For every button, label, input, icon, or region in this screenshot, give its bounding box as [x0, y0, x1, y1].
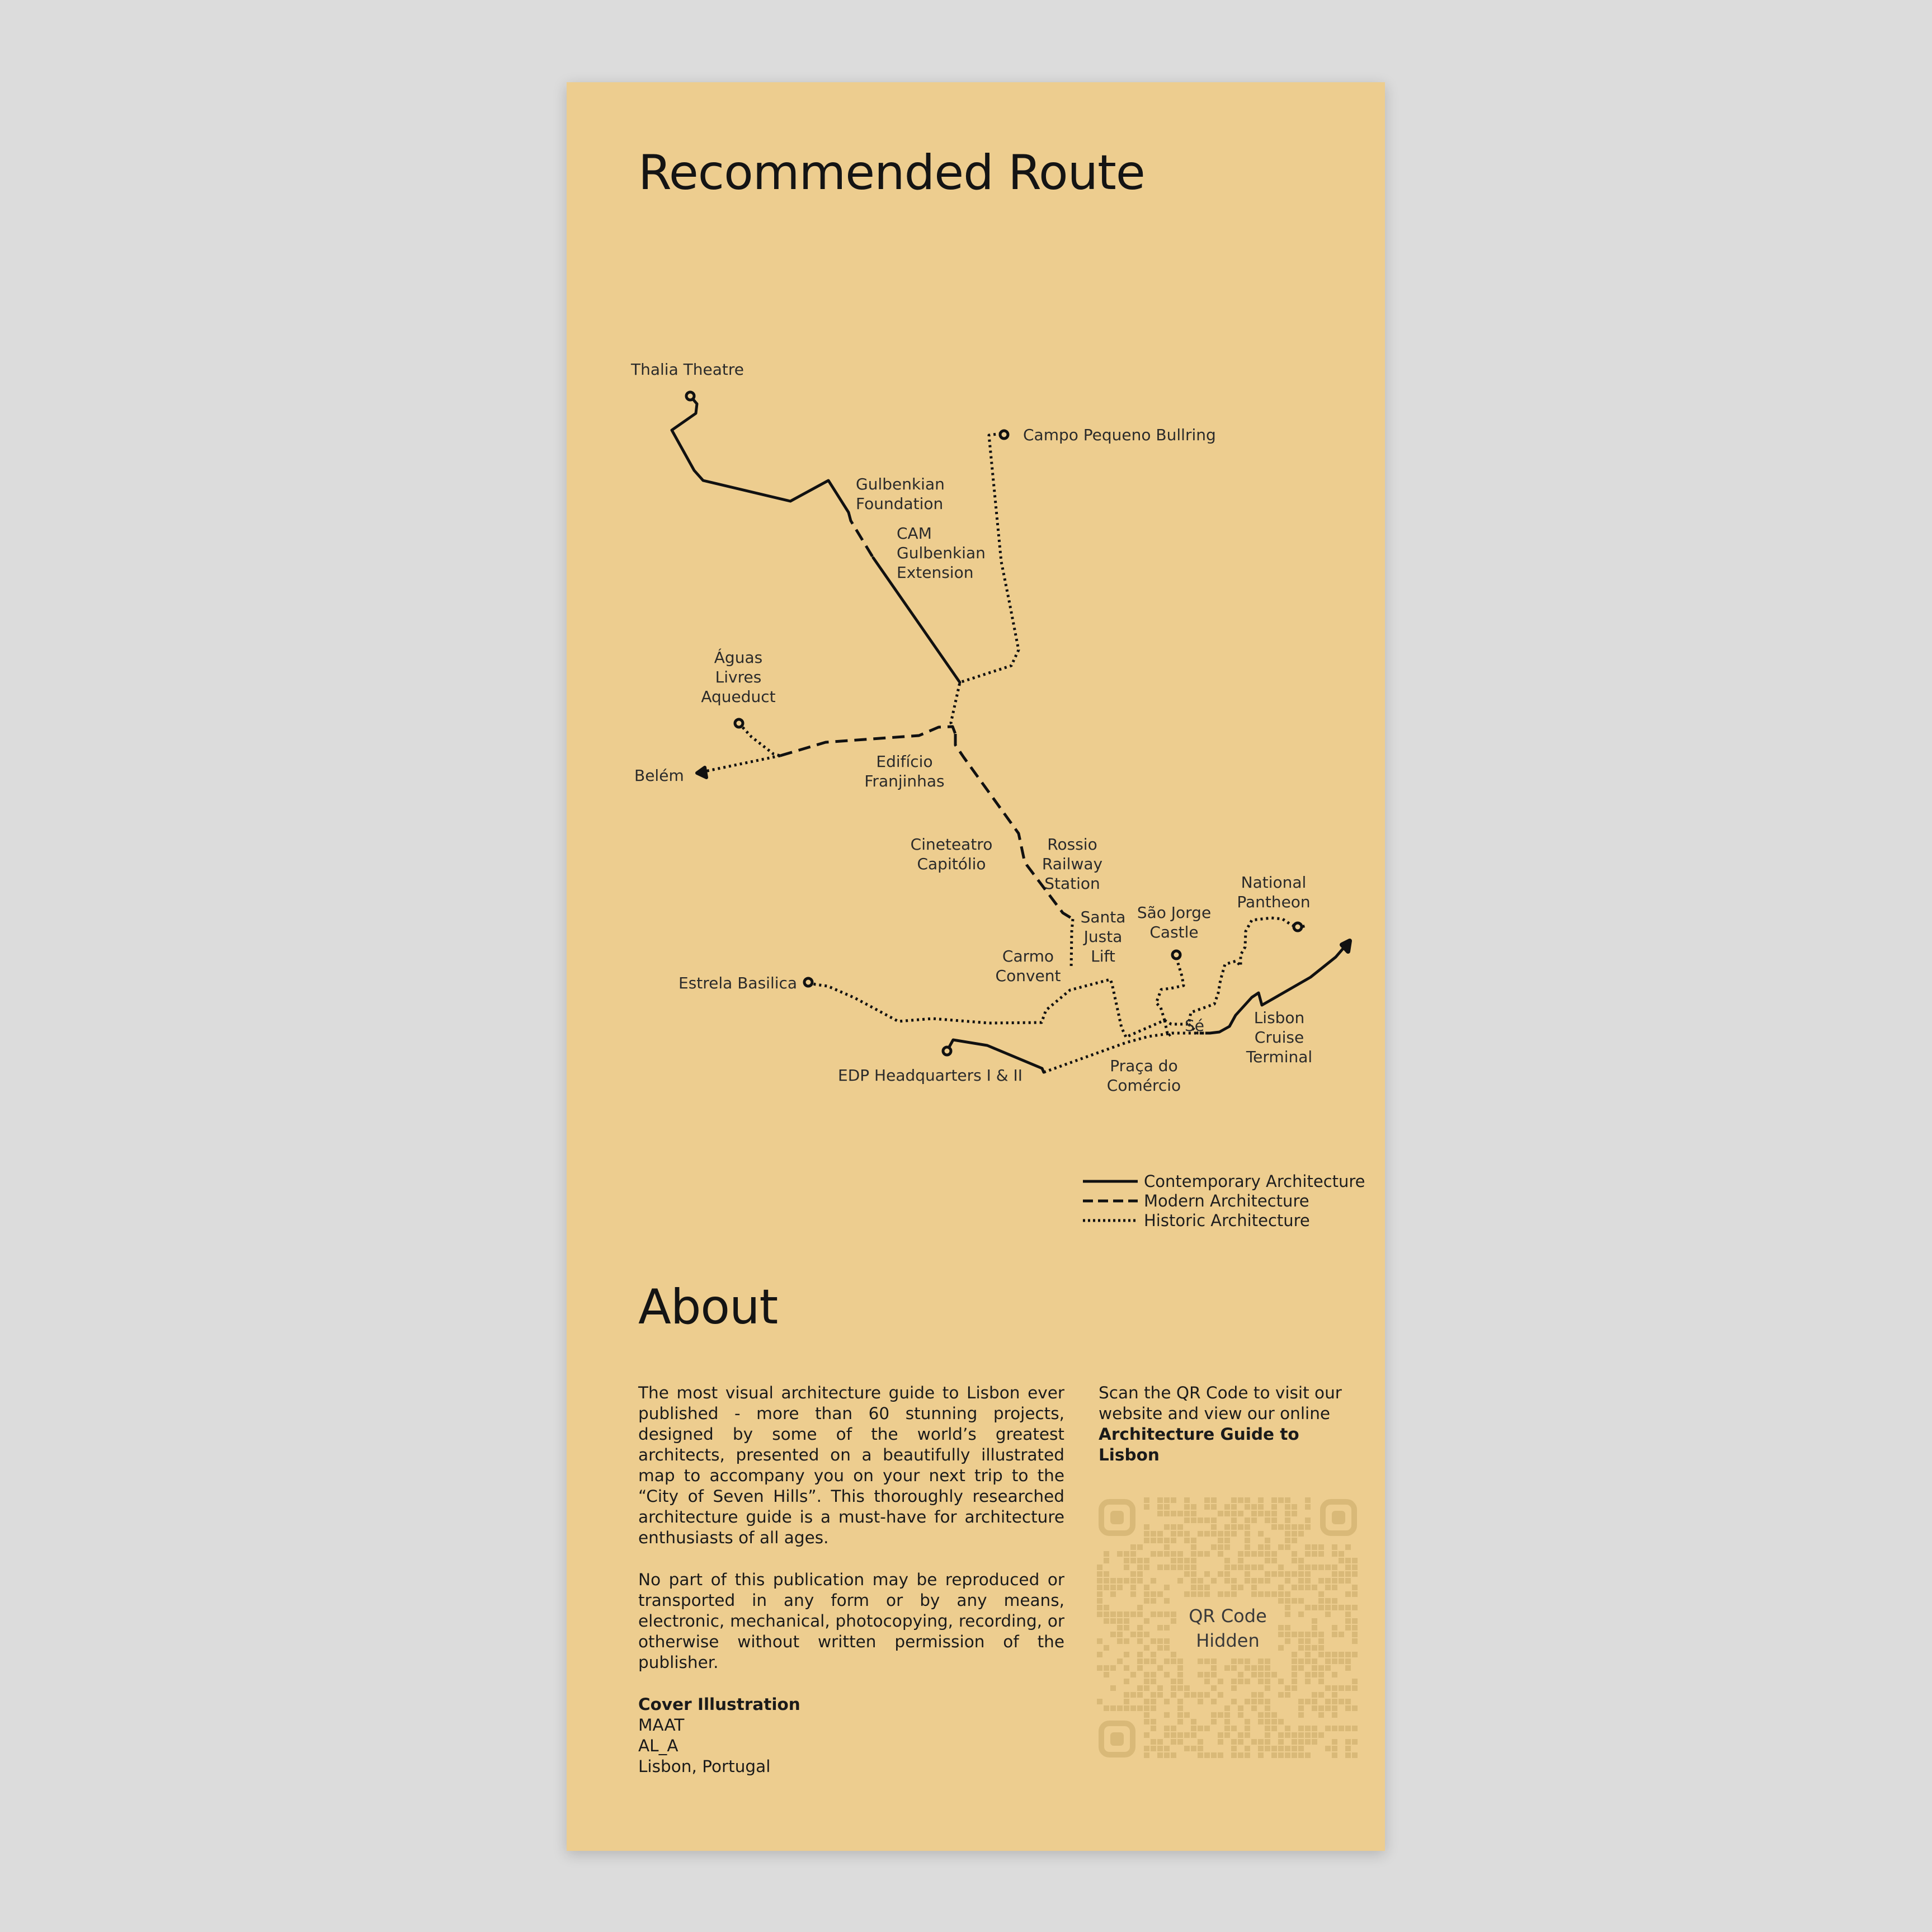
credits-line: Lisbon, Portugal	[638, 1757, 771, 1776]
about-description: The most visual architecture guide to Lisbon ever published - more than 60 stunning projects, designed by some of the world’s greatest architects, presented on a beautifully illustrated map to accompany you on your next trip to the “City of Seven Hills”. This thoroughly researched architecture guide is a must-have for architecture enthusiasts of all ages.	[638, 1383, 1064, 1547]
label-cruise-2: Cruise	[1254, 1028, 1304, 1047]
label-praca: Praça do	[1110, 1057, 1178, 1075]
credits-line: AL_A	[638, 1736, 678, 1755]
label-thalia: Thalia Theatre	[631, 360, 744, 379]
label-franjinhas-2: Franjinhas	[864, 772, 945, 790]
thalia-marker	[686, 392, 694, 400]
pantheon-marker	[1294, 923, 1302, 931]
legend-modern: Modern Architecture	[1144, 1191, 1309, 1210]
label-carmo-2: Convent	[995, 967, 1061, 985]
route-estrela-carmo	[808, 979, 1126, 1037]
label-carmo: Carmo	[1002, 947, 1054, 965]
qr-code[interactable]	[1097, 1497, 1359, 1759]
route-aqueduct	[739, 723, 780, 756]
label-santa-justa: Santa	[1080, 908, 1126, 926]
label-gulbenkian-2: Foundation	[856, 494, 944, 513]
campo-pequeno-marker	[1000, 431, 1008, 439]
route-title: Recommended Route	[638, 145, 1145, 201]
aqueduct-marker	[735, 719, 743, 727]
credits-heading: Cover Illustration	[638, 1695, 800, 1714]
label-praca-2: Comércio	[1106, 1076, 1181, 1095]
label-cam-3: Extension	[897, 563, 974, 582]
label-cruise: Lisbon	[1254, 1009, 1305, 1027]
label-santa-justa-2: Justa	[1083, 927, 1123, 946]
legend-historic: Historic Architecture	[1144, 1211, 1310, 1230]
label-estrela: Estrela Basilica	[678, 974, 798, 992]
label-capitolio: Cineteatro	[910, 835, 993, 854]
legend-contemporary: Contemporary Architecture	[1144, 1172, 1365, 1191]
label-cam: CAM	[897, 524, 932, 543]
label-national: National	[1241, 873, 1307, 892]
label-capitolio-2: Capitólio	[917, 855, 986, 873]
label-aguas-3: Aqueduct	[701, 687, 776, 706]
label-santa-justa-3: Lift	[1091, 947, 1115, 965]
label-edp: EDP Headquarters I & II	[838, 1066, 1023, 1085]
label-cruise-3: Terminal	[1246, 1048, 1313, 1066]
label-castle-2: Castle	[1149, 923, 1199, 941]
qr-intro-text: Scan the QR Code to visit our website and view our online	[1099, 1383, 1342, 1423]
label-aguas-2: Livres	[715, 668, 762, 686]
label-rossio: Rossio	[1047, 835, 1097, 854]
route-aqueduct-franjinhas	[780, 727, 955, 756]
qr-instructions	[1099, 1383, 1361, 1466]
label-aguas: Águas	[714, 648, 763, 667]
label-rossio-2: Railway	[1042, 855, 1103, 873]
label-castle: São Jorge	[1137, 903, 1212, 922]
label-national-2: Pantheon	[1237, 893, 1311, 911]
qr-label-line: Hidden	[1196, 1630, 1260, 1651]
route-rossio-carmo	[1071, 919, 1073, 969]
copyright-notice: No part of this publication may be reproduced or transported in any form or by any means, electronic, mechanical, photocopying, recording, or otherwise without written permission of the publisher.	[638, 1570, 1064, 1672]
route-to-belem	[697, 756, 780, 773]
qr-label-line: QR Code	[1189, 1605, 1267, 1627]
label-franjinhas: Edifício	[876, 752, 933, 771]
route-gulbenkian-cam	[849, 512, 873, 558]
route-card	[567, 82, 1385, 1851]
estrela-marker	[804, 978, 812, 986]
label-gulbenkian: Gulbenkian	[856, 475, 945, 493]
label-campo-pequeno: Campo Pequeno Bullring	[1023, 426, 1216, 444]
belem-arrow	[697, 767, 706, 777]
label-rossio-3: Station	[1044, 874, 1100, 893]
edp-marker	[943, 1047, 951, 1055]
label-belem: Belém	[634, 766, 684, 785]
qr-hidden-label	[1097, 1497, 1359, 1759]
guide-link-text[interactable]: Architecture Guide to Lisbon	[1099, 1425, 1299, 1464]
label-cam-2: Gulbenkian	[897, 544, 986, 562]
about-title: About	[638, 1279, 778, 1335]
route-map	[567, 82, 1385, 1313]
credits-line: MAAT	[638, 1716, 685, 1735]
route-legend	[1083, 1172, 1365, 1230]
castle-marker	[1172, 951, 1180, 959]
label-se: Sé	[1185, 1016, 1204, 1035]
route-thalia-gulbenkian	[672, 396, 849, 512]
cover-credits	[638, 1694, 1063, 1777]
